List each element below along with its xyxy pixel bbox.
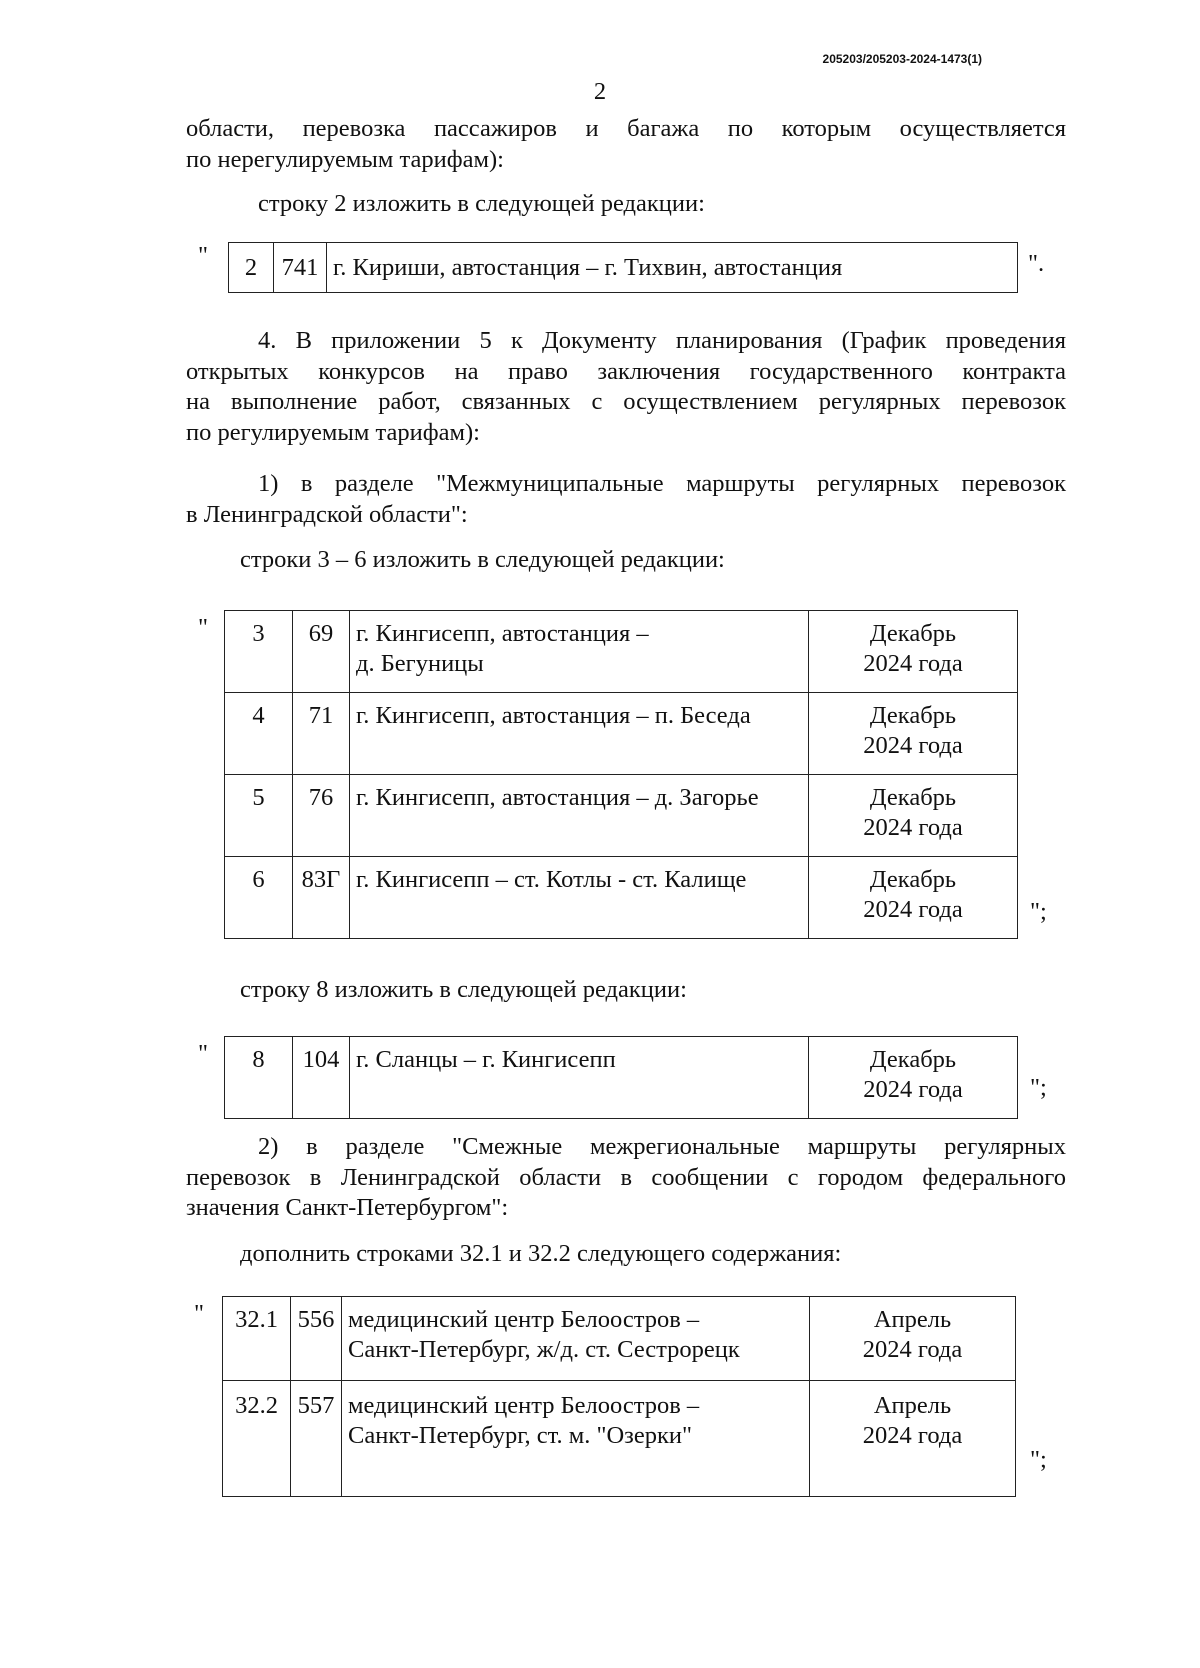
cell-route: 741 <box>274 243 327 293</box>
paragraph-subsection-1 <box>186 469 1066 530</box>
cell-route-name <box>350 857 809 939</box>
cell-route-name <box>350 611 809 693</box>
open-quote: " <box>194 1300 205 1327</box>
table-row <box>225 693 1018 775</box>
date-month: Декабрь <box>869 784 957 811</box>
date-month: Декабрь <box>869 620 957 647</box>
date-year: 2024 года <box>863 896 963 923</box>
cell-date <box>809 775 1018 857</box>
page-number: 2 <box>593 78 607 105</box>
route-table-1 <box>228 242 1018 293</box>
cell-date <box>809 611 1018 693</box>
date-month: Апрель <box>873 1306 952 1333</box>
cell-route: 104 <box>293 1037 350 1119</box>
cell-number: 32.1 <box>223 1297 291 1381</box>
cell-route: 76 <box>293 775 350 857</box>
cell-date <box>809 693 1018 775</box>
date-month: Декабрь <box>869 866 957 893</box>
table-row <box>229 243 1018 293</box>
text-line: 1) в разделе "Межмуниципальные маршруты регулярных перевозок <box>258 470 1066 497</box>
table-row <box>223 1297 1016 1381</box>
text-line: открытых конкурсов на право заключения государственного контракта <box>186 357 1066 385</box>
instruction-rows-32: дополнить строками 32.1 и 32.2 следующего содержания: <box>240 1240 842 1267</box>
text-line: в Ленинградской области": <box>186 500 468 528</box>
route-table-3 <box>224 1036 1018 1119</box>
date-year: 2024 года <box>863 732 963 759</box>
text-line: значения Санкт-Петербургом": <box>186 1194 509 1221</box>
text-line: 4. В приложении 5 к Документу планирования (График проведения <box>258 327 1066 354</box>
date-year: 2024 года <box>862 1336 963 1363</box>
table-row <box>223 1381 1016 1497</box>
cell-route: 556 <box>291 1297 342 1381</box>
cell-route-name <box>342 1297 810 1381</box>
cell-date <box>809 1037 1018 1119</box>
cell-number: 5 <box>225 775 293 857</box>
date-month: Декабрь <box>869 1046 957 1073</box>
paragraph-subsection-2 <box>186 1132 1066 1224</box>
date-month: Декабрь <box>869 702 957 729</box>
cell-route: 71 <box>293 693 350 775</box>
cell-route-name: г. Кириши, автостанция – г. Тихвин, автостанция <box>327 243 1018 293</box>
cell-number: 4 <box>225 693 293 775</box>
open-quote: " <box>198 1040 209 1067</box>
route-name-line: г. Кингисепп – ст. Котлы - ст. Калище <box>356 866 747 893</box>
date-year: 2024 года <box>863 1076 963 1103</box>
date-month: Апрель <box>873 1392 952 1419</box>
text-line: на выполнение работ, связанных с осуществлением регулярных перевозок <box>186 388 1066 415</box>
route-name-line: медицинский центр Белоостров – <box>348 1392 700 1419</box>
cell-number: 32.2 <box>223 1381 291 1497</box>
cell-date <box>810 1381 1016 1497</box>
instruction-row-8: строку 8 изложить в следующей редакции: <box>240 976 687 1003</box>
route-name-line: г. Кингисепп, автостанция – <box>356 620 649 647</box>
route-table-4 <box>222 1296 1016 1497</box>
text-line: по нерегулируемым тарифам): <box>186 145 504 173</box>
cell-route-name <box>350 775 809 857</box>
cell-route-name: г. Сланцы – г. Кингисепп <box>350 1037 809 1119</box>
cell-date <box>810 1297 1016 1381</box>
route-name-line: г. Кингисепп, автостанция – п. Беседа <box>356 702 751 729</box>
date-year: 2024 года <box>862 1422 963 1449</box>
close-quote: "; <box>1030 1074 1047 1101</box>
cell-route-name <box>342 1381 810 1497</box>
text-line: перевозок в Ленинградской области в сообщении с городом федерального <box>186 1163 1066 1191</box>
close-quote: ". <box>1028 250 1045 277</box>
cell-route: 557 <box>291 1381 342 1497</box>
route-name-line: Санкт-Петербург, ж/д. ст. Сестрорецк <box>348 1336 740 1363</box>
route-name-line: г. Кингисепп, автостанция – д. Загорье <box>356 784 759 811</box>
table-row <box>225 1037 1018 1119</box>
route-name-line: Санкт-Петербург, ст. м. "Озерки" <box>348 1422 692 1449</box>
instruction-row-2: строку 2 изложить в следующей редакции: <box>258 190 705 217</box>
cell-number: 2 <box>229 243 274 293</box>
route-table-2 <box>224 610 1018 939</box>
table-row <box>225 775 1018 857</box>
paragraph-continuation <box>186 114 1066 175</box>
text-line: по регулируемым тарифам): <box>186 418 480 446</box>
paragraph-section-4 <box>186 326 1066 448</box>
date-year: 2024 года <box>863 650 963 677</box>
cell-number: 3 <box>225 611 293 693</box>
cell-date <box>809 857 1018 939</box>
open-quote: " <box>198 242 209 269</box>
cell-route-name <box>350 693 809 775</box>
date-year: 2024 года <box>863 814 963 841</box>
cell-route: 69 <box>293 611 350 693</box>
route-name-line: медицинский центр Белоостров – <box>348 1306 700 1333</box>
table-row <box>225 611 1018 693</box>
cell-route: 83Г <box>293 857 350 939</box>
cell-number: 8 <box>225 1037 293 1119</box>
route-name-line: д. Бегуницы <box>356 650 484 677</box>
table-row <box>225 857 1018 939</box>
document-id: 205203/205203-2024-1473(1) <box>822 52 982 66</box>
cell-number: 6 <box>225 857 293 939</box>
open-quote: " <box>198 614 209 641</box>
text-line: области, перевозка пассажиров и багажа по которым осуществляется <box>186 115 1066 142</box>
instruction-rows-3-6: строки 3 – 6 изложить в следующей редакции: <box>240 546 725 573</box>
text-line: 2) в разделе "Смежные межрегиональные маршруты регулярных <box>258 1133 1066 1160</box>
close-quote: "; <box>1030 1446 1047 1473</box>
close-quote: "; <box>1030 898 1047 925</box>
